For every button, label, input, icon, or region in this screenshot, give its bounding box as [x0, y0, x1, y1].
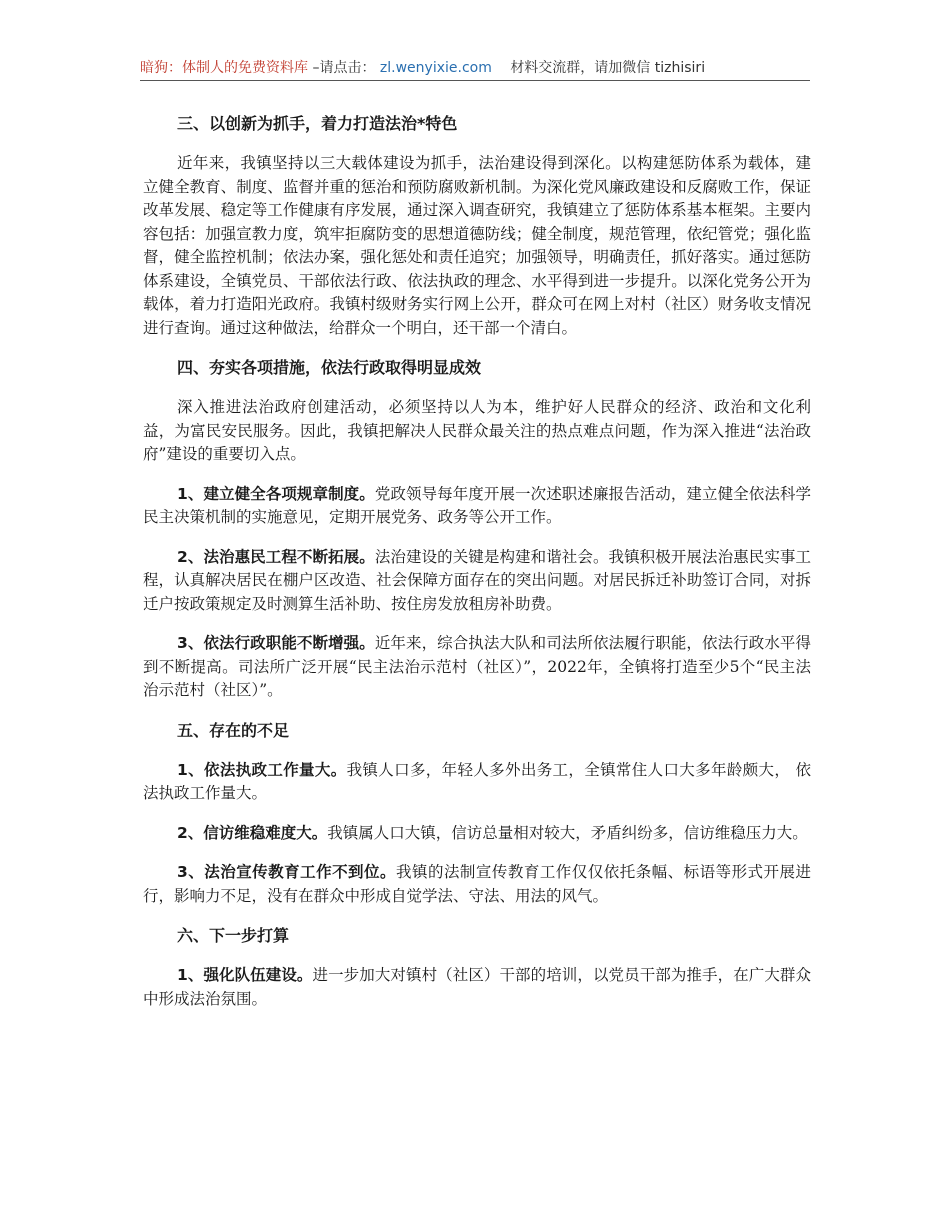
header-link[interactable]: zl.wenyixie.com: [379, 60, 492, 76]
paragraph-text: 我镇的法制宣传教育工作仅仅依托条幅、标语等形式开展进行，影响力不足，没有在群众中形成自觉学法、守法、用法的风气。: [143, 863, 811, 905]
body-paragraph: [143, 861, 811, 908]
header-brand: 暗狗：体制人的免费资料库: [140, 60, 308, 76]
body-paragraph: [143, 152, 811, 340]
section-heading: 三、以创新为抓手，着力打造法治*特色: [177, 114, 458, 133]
paragraph-lead: 1、依法执政工作量大。: [177, 760, 347, 779]
body-paragraph: [143, 483, 811, 530]
paragraph-text: 法治建设的关键是构建和谐社会。我镇积极开展法治惠民实事工程，认真解决居民在棚户区改造、社会保障方面存在的突出问题。对居民拆迁补助签订合同，对拆迁户按政策规定及时测算生活补助、按住房发放租房补助费。: [143, 547, 811, 613]
paragraph-text: 近年来，综合执法大队和司法所依法履行职能，依法行政水平得到不断提高。司法所广泛开展“民主法治示范村（社区）”，2022年，全镇将打造至少5个“民主法治示范村（社区）”。: [143, 634, 811, 699]
body-paragraph: [143, 759, 811, 806]
paragraph-lead: 3、依法行政职能不断增强。: [177, 634, 375, 652]
paragraph-text: 进一步加大对镇村（社区）干部的培训，以党员干部为推手，在广大群众中形成法治氛围。: [143, 966, 811, 1008]
section-heading: 四、夯实各项措施，依法行政取得明显成效: [177, 358, 482, 377]
paragraph-text: 党政领导每年度开展一次述职述廉报告活动，建立健全依法科学民主决策机制的实施意见，定期开展党务、政务等公开工作。: [143, 484, 811, 526]
header-divider: [140, 80, 810, 81]
body-paragraph: [143, 964, 811, 1011]
paragraph-lead: 1、建立健全各项规章制度。: [177, 484, 375, 503]
header-contact: 材料交流群，请加微信 tizhisiri: [510, 60, 706, 76]
section-heading: 五、存在的不足: [177, 720, 290, 740]
body-paragraph: [143, 396, 811, 467]
paragraph-lead: 3、法治宣传教育工作不到位。: [177, 863, 396, 881]
paragraph-text: 我镇属人口大镇，信访总量相对较大，矛盾纠纷多，信访维稳压力大。: [327, 823, 808, 842]
paragraph-lead: 1、强化队伍建设。: [177, 966, 313, 984]
paragraph-text: 我镇人口多，年轻人多外出务工，全镇常住人口大多年龄颇大， 依法执政工作量大。: [143, 760, 811, 802]
body-paragraph: [143, 546, 811, 617]
body-paragraph: [143, 822, 811, 846]
paragraph-text: 近年来，我镇坚持以三大载体建设为抓手，法治建设得到深化。以构建惩防体系为载体，建立健全教育、制度、监督并重的惩治和预防腐败新机制。为深化党风廉政建设和反腐败工作，保证改革发展、稳定等工作健康有序发展，通过深入调查研究，我镇建立了惩防体系基本框架。主要内容包括：加强宣教力度，筑牢拒腐防变的思想道德防线；健全制度，规范管理，依纪管党；强化监督，健全监控机制；依法办案，强化惩处和责任追究；加强领导，明确责任，抓好落实。通过惩防体系建设，全镇党员、干部依法行政、依法执政的理念、水平得到进一步提升。以深化党务公开为载体，着力打造阳光政府。我镇村级财务实行网上公开，群众可在网上对村（社区）财务收支情况进行查询。通过这种做法，给群众一个明白，还干部一个清白。: [143, 154, 811, 337]
page-header: [140, 58, 810, 80]
body-paragraph: [143, 632, 811, 703]
section-heading: 六、下一步打算: [177, 926, 290, 945]
header-prompt: –请点击：: [312, 60, 376, 76]
paragraph-lead: 2、信访维稳难度大。: [177, 823, 328, 842]
paragraph-text: 深入推进法治政府创建活动，必须坚持以人为本，维护好人民群众的经济、政治和文化利益，为富民安民服务。因此，我镇把解决人民群众最关注的热点难点问题，作为深入推进“法治政府”建设的重要切入点。: [143, 398, 811, 463]
paragraph-lead: 2、法治惠民工程不断拓展。: [177, 547, 375, 566]
document-body: [143, 112, 811, 1027]
